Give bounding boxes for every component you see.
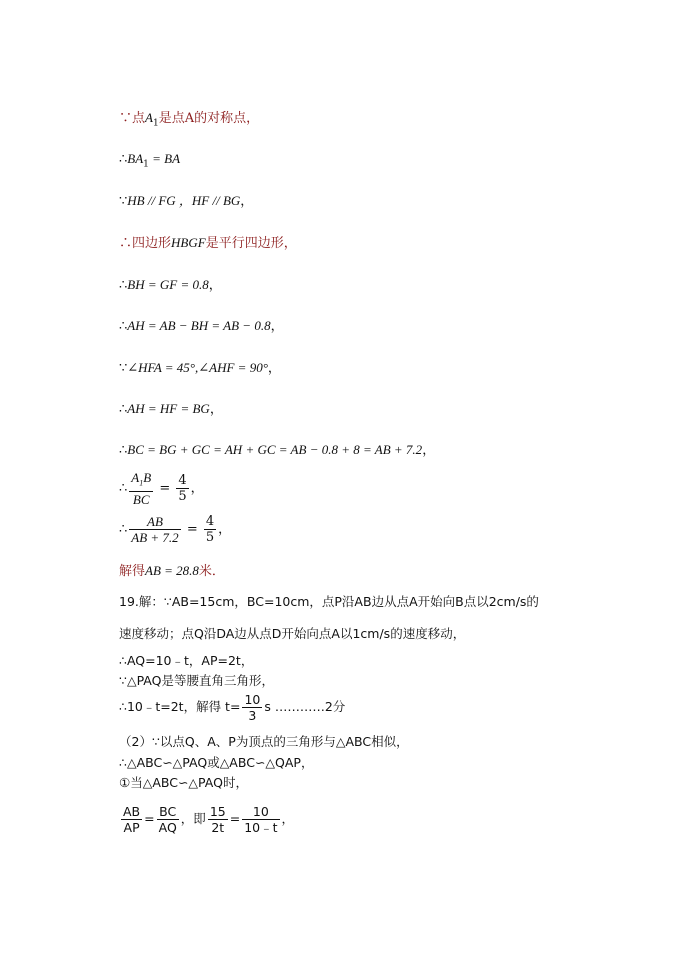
line-solve-t: ∴10﹣t=2t，解得 t= $\frac{10}{3}$ s …………2分	[119, 692, 346, 723]
line-bc-expression: ∴BC = BG + GC = AH + GC = AB − 0.8 + 8 = AB + 7.2，	[119, 442, 436, 458]
line-angles: ∵∠HFA = 45°,∠AHF = 90°，	[119, 360, 281, 376]
line-ratio-a1b-bc: ∴ $\frac{A_1B}{BC}$ = $\frac{4}{5}$ ，	[119, 470, 204, 507]
line-ah-hf-bg: ∴AH = HF = BG，	[119, 401, 223, 417]
fraction-a1b-over-bc: $\frac{A_1B}{BC}$	[131, 470, 152, 507]
fraction-bc-over-aq: $\frac{BC}{AQ}$	[158, 804, 177, 835]
line-case-1: ①当△ABC∽△PAQ时，	[119, 775, 248, 790]
fraction-10-over-10-t: $\frac{10}{10﹣t}$	[244, 804, 278, 835]
line-part-2-similar: （2）∵以点Q、A、P为顶点的三角形与△ABC相似，	[119, 734, 409, 749]
line-symmetric-point: ∵点$A_1$是点A的对称点，	[119, 110, 260, 129]
line-ratio-ab-ab72: ∴ $\frac{AB}{AB + 7.2}$ = $\frac{4}{5}$ ，	[119, 514, 232, 545]
line-aq-ap: ∴AQ=10﹣t，AP=2t，	[119, 653, 254, 668]
line-parallelogram: ∴四边形HBGF是平行四边形，	[119, 235, 297, 251]
line-parallel-lines: ∵HB // FG ，HF // BG，	[119, 193, 254, 209]
fraction-ab-over-ap: $\frac{AB}{AP}$	[123, 804, 141, 835]
line-isosceles-right: ∵△PAQ是等腰直角三角形，	[119, 673, 274, 688]
line-ba1-equals-ba: $\therefore BA_1$ = BA	[119, 151, 181, 170]
line-proportion: $\frac{AB}{AP}$ = $\frac{BC}{AQ}$ ，即 $\frac{15}{2t}$ = $\frac{10}{10﹣t}$ ，	[123, 804, 295, 835]
fraction-10-over-3: $\frac{10}{3}$	[244, 692, 261, 723]
line-bh-equals-gf: ∴BH = GF = 0.8，	[119, 277, 222, 293]
fraction-4-over-5: $\frac{4}{5}$	[178, 472, 187, 504]
fraction-4-over-5-second: $\frac{4}{5}$	[205, 514, 215, 545]
line-ah-expression: ∴AH = AB − BH = AB − 0.8，	[119, 318, 284, 334]
line-solution-ab: 解得AB = 28.8米．	[119, 563, 225, 579]
fraction-15-over-2t: $\frac{15}{2t}$	[209, 804, 226, 835]
line-problem-19-intro: 19.解：∵AB=15cm，BC=10cm，点P沿AB边从点A开始向B点以2cm/s的	[119, 594, 539, 609]
fraction-ab-over-ab72: $\frac{AB}{AB + 7.2}$	[131, 514, 179, 545]
line-problem-19-speed: 速度移动；点Q沿DA边从点D开始向点A以1cm/s的速度移动，	[119, 626, 466, 641]
line-similar-cases: ∴△ABC∽△PAQ或△ABC∽△QAP，	[119, 755, 314, 770]
